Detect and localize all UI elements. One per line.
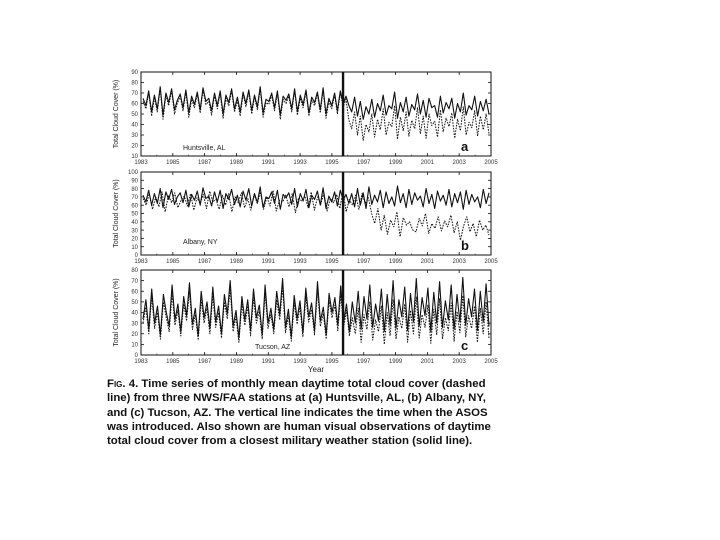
- series-solid-line: [143, 277, 489, 338]
- station-label: Tucson, AZ: [255, 344, 291, 351]
- y-tick-label: 60: [131, 289, 138, 296]
- station-label: Huntsville, AL: [183, 145, 226, 152]
- y-axis-title: Total Cloud Cover (%): [113, 278, 120, 347]
- y-tick-label: 60: [131, 203, 138, 210]
- x-tick-label: 2001: [420, 160, 435, 166]
- x-tick-label: 1983: [134, 259, 148, 265]
- x-tick-label: 1985: [166, 359, 180, 365]
- x-tick-label: 2005: [484, 160, 498, 166]
- y-tick-label: 0: [134, 353, 138, 360]
- x-tick-label: 1991: [261, 359, 275, 365]
- x-tick-label: 2001: [420, 259, 435, 265]
- y-tick-label: 70: [131, 278, 138, 285]
- y-tick-label: 30: [131, 228, 138, 235]
- y-tick-label: 50: [131, 112, 138, 119]
- x-tick-label: 1999: [388, 359, 403, 365]
- y-axis-title: Total Cloud Cover (%): [113, 79, 120, 149]
- y-tick-label: 40: [131, 122, 138, 129]
- x-tick-label: 2003: [452, 160, 466, 166]
- y-tick-label: 10: [131, 342, 138, 349]
- y-tick-label: 30: [131, 133, 138, 140]
- y-tick-label: 100: [127, 170, 138, 177]
- y-tick-label: 40: [131, 310, 138, 317]
- x-tick-label: 1993: [293, 359, 307, 365]
- figure-caption: [107, 377, 507, 448]
- chart-panel-c: [113, 268, 498, 374]
- x-tick-label: 2005: [484, 359, 498, 365]
- chart-panel-b: [113, 170, 498, 265]
- y-tick-label: 80: [131, 268, 138, 275]
- x-tick-label: 1989: [229, 359, 244, 365]
- x-axis-title: Year: [307, 365, 325, 374]
- x-tick-label: 1987: [197, 160, 212, 166]
- series-solid-line: [143, 87, 489, 120]
- panel-letter: a: [461, 139, 469, 154]
- y-axis-title: Total Cloud Cover (%): [113, 179, 120, 248]
- x-tick-label: 1989: [229, 259, 244, 265]
- y-tick-label: 20: [131, 331, 138, 338]
- x-tick-label: 1991: [261, 160, 275, 166]
- y-tick-label: 70: [131, 195, 138, 202]
- x-tick-label: 1983: [134, 359, 148, 365]
- x-tick-label: 1991: [261, 259, 275, 265]
- x-tick-label: 1993: [293, 160, 307, 166]
- y-tick-label: 60: [131, 101, 138, 108]
- x-tick-label: 2003: [452, 259, 466, 265]
- x-tick-label: 1983: [134, 160, 148, 166]
- y-tick-label: 20: [131, 143, 138, 150]
- y-tick-label: 0: [134, 253, 138, 260]
- y-tick-label: 20: [131, 236, 138, 243]
- y-tick-label: 10: [131, 154, 138, 161]
- y-tick-label: 10: [131, 244, 138, 251]
- x-tick-label: 1985: [166, 259, 180, 265]
- y-tick-label: 80: [131, 186, 138, 193]
- x-tick-label: 1997: [357, 359, 371, 365]
- x-tick-label: 1999: [388, 160, 403, 166]
- x-tick-label: 2001: [420, 359, 435, 365]
- x-tick-label: 1997: [357, 160, 371, 166]
- y-tick-label: 40: [131, 220, 138, 226]
- x-tick-label: 1999: [388, 259, 403, 265]
- chart-panel-a: [113, 70, 498, 166]
- y-tick-label: 70: [131, 91, 138, 98]
- x-tick-label: 1995: [325, 160, 339, 166]
- y-tick-label: 90: [131, 70, 138, 77]
- x-tick-label: 1987: [197, 259, 212, 265]
- panel-letter: b: [461, 238, 469, 253]
- x-tick-label: 1985: [166, 160, 180, 166]
- y-tick-label: 90: [131, 178, 138, 185]
- x-tick-label: 1997: [357, 259, 371, 265]
- x-tick-label: 1995: [325, 359, 339, 365]
- plot-frame: [141, 72, 491, 156]
- x-tick-label: 1995: [325, 259, 339, 265]
- x-tick-label: 1987: [197, 359, 212, 365]
- x-tick-label: 2005: [484, 259, 498, 265]
- figure-caption-text: Time series of monthly mean daytime total cloud cover (dashed line) from three NWS/FAA stations at (a) Huntsville, AL, (b) Albany, NY, and (c) Tucson, AZ. The vertical line indicates the time when the ASOS was introduced. Also shown are human visual observations of daytime total cloud cover from a closest military weather station (solid line).: [107, 378, 491, 448]
- x-tick-label: 2003: [452, 359, 466, 365]
- x-tick-label: 1989: [229, 160, 244, 166]
- y-tick-label: 50: [131, 300, 138, 307]
- y-tick-label: 80: [131, 80, 138, 87]
- figure-caption-label: Fig. 4.: [107, 378, 139, 390]
- y-tick-label: 30: [131, 321, 138, 328]
- y-tick-label: 50: [131, 211, 138, 218]
- x-tick-label: 1993: [293, 259, 307, 265]
- station-label: Albany, NY: [183, 239, 218, 246]
- panel-letter: c: [461, 338, 469, 353]
